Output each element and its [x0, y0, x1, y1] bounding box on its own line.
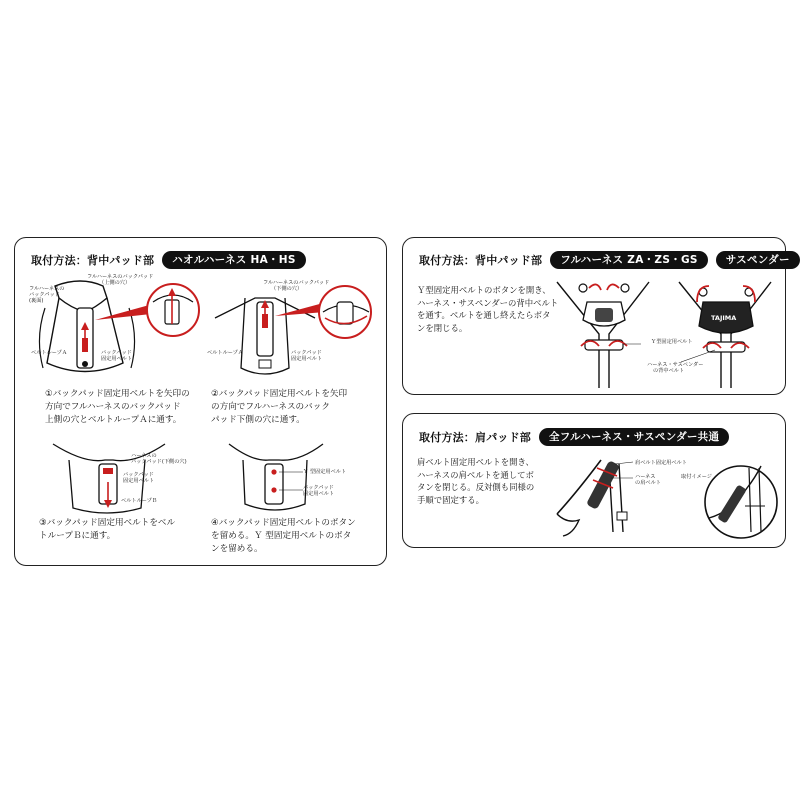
right-bottom-instruction-panel — [402, 413, 786, 548]
mounted-image-illustration — [687, 458, 783, 542]
right-top-body — [417, 284, 558, 334]
step2-caption-line2: の方向でフルハーネスのバック — [211, 402, 330, 412]
right-top-body-line2: ハーネス・サスペンダーの背中ベルト — [417, 297, 559, 308]
right-bottom-label-harness: ハーネス — [635, 474, 656, 480]
left-instruction-panel — [14, 237, 387, 566]
step2-label-loop-a: ベルトループＡ — [207, 350, 244, 356]
step3-label-harness: ハーネスの — [131, 453, 157, 459]
step2-label-belt: バックパッド — [291, 350, 322, 356]
step4-label-belt: バックパッド — [303, 485, 334, 491]
step3-illustration — [45, 438, 195, 514]
step1-label-upper-hole-2: （上側の穴） — [99, 280, 131, 286]
right-bottom-badge: 全フルハーネス・サスペンダー共通 — [539, 428, 729, 446]
step1-label-belt: バックパッド — [101, 350, 132, 356]
step4-caption-line3: ンを留める。 — [211, 544, 263, 554]
step4-illustration — [223, 438, 373, 514]
left-panel-badge: ハオルハーネス HA・HS — [162, 251, 306, 269]
step3-label-belt: バックパッド — [123, 472, 154, 478]
right-top-heading: 取付方法：背中パッド部 — [419, 254, 543, 267]
right-top-heading-row — [419, 251, 800, 269]
right-top-body-line3: を通す。ベルトを通し終えたらボタ — [417, 310, 551, 321]
tajima-logo-text: TAJIMA — [711, 314, 737, 322]
right-bottom-heading-row — [419, 428, 729, 446]
step2-caption — [211, 388, 347, 427]
step4-caption-line2: を留める。Ｙ 型固定用ベルトのボタ — [211, 531, 352, 541]
right-bottom-body — [417, 456, 534, 506]
right-top-badge-suspender: サスペンダー — [716, 251, 800, 269]
step3-caption-line1: ③バックパッド固定用ベルトをベル — [39, 518, 176, 528]
step3-label-lower-hole: バックパッド(下側の穴) — [131, 459, 187, 465]
step2-label-lower-hole-2: （下側の穴） — [271, 286, 303, 292]
right-bottom-body-line4: 手順で固定する。 — [417, 494, 484, 505]
right-top-body-line1: Ｙ型固定用ベルトのボタンを開き、 — [417, 285, 551, 295]
right-bottom-body-line3: タンを閉じる。反対側も同様の — [417, 482, 535, 493]
right-bottom-label-shoulder-belt-fix: 肩ベルト固定用ベルト — [635, 460, 687, 466]
right-top-label-back-belt: ハーネス・サスペンダー — [647, 362, 704, 368]
step4-label-belt-2: 固定用ベルト — [303, 491, 335, 497]
right-top-badge-harness: フルハーネス ZA・ZS・GS — [550, 251, 708, 269]
right-top-instruction-panel — [402, 237, 790, 395]
right-bottom-body-line1: 肩ベルト固定用ベルトを開き、 — [417, 457, 534, 467]
right-bottom-body-line2: ハーネスの肩ベルトを通してボ — [417, 469, 534, 480]
right-bottom-label-shoulder-belt: の肩ベルト — [635, 480, 661, 486]
step1-label-loop-a: ベルトループＡ — [31, 350, 68, 356]
step3-caption-line2: トループＢに通す。 — [39, 531, 116, 541]
step2-label-lower-hole: フルハーネスのバックパッド — [263, 280, 330, 286]
step3-caption — [39, 517, 175, 543]
step1-label-belt-2: 固定用ベルト — [101, 356, 133, 362]
step2-caption-line1: ②バックパッド固定用ベルトを矢印 — [211, 389, 348, 399]
right-bottom-label-image: 取付イメージ — [681, 474, 712, 480]
step1-label-backpad-2: バックパッド — [29, 292, 60, 298]
step1-caption-line3: 上側の穴とベルトループＡに通す。 — [45, 415, 182, 425]
right-bottom-heading: 取付方法：肩パッド部 — [419, 431, 531, 444]
step1-caption — [45, 388, 190, 427]
step2-label-belt-2: 固定用ベルト — [291, 356, 323, 362]
step2-caption-line3: パッド下側の穴に通す。 — [211, 415, 305, 425]
right-top-label-y-belt: Ｙ型固定用ベルト — [651, 339, 693, 345]
right-top-body-line4: ンを閉じる。 — [417, 322, 468, 333]
left-panel-heading: 取付方法：背中パッド部 — [31, 254, 155, 267]
step1-caption-line1: ①バックパッド固定用ベルトを矢印の — [45, 389, 190, 399]
right-top-label-back-belt-2: の背中ベルト — [653, 368, 685, 374]
left-panel-heading-row — [31, 251, 306, 269]
step1-label-upper-hole: フルハーネスのバックパッド — [87, 274, 154, 280]
step3-label-belt-2: 固定用ベルト — [123, 478, 155, 484]
step1-label-backside: (裏面) — [29, 298, 44, 304]
right-top-illustration — [553, 274, 785, 392]
step1-caption-line2: 方向でフルハーネスのバックパッド — [45, 402, 181, 412]
step3-label-loop-b: ベルトループＢ — [121, 498, 158, 504]
step4-caption-line1: ④バックパッド固定用ベルトのボタン — [211, 518, 356, 528]
step4-label-y-belt: Ｙ 型固定用ベルト — [303, 469, 347, 475]
step4-caption — [211, 517, 356, 556]
step1-label-backpad: フルハーネスの — [29, 286, 65, 292]
